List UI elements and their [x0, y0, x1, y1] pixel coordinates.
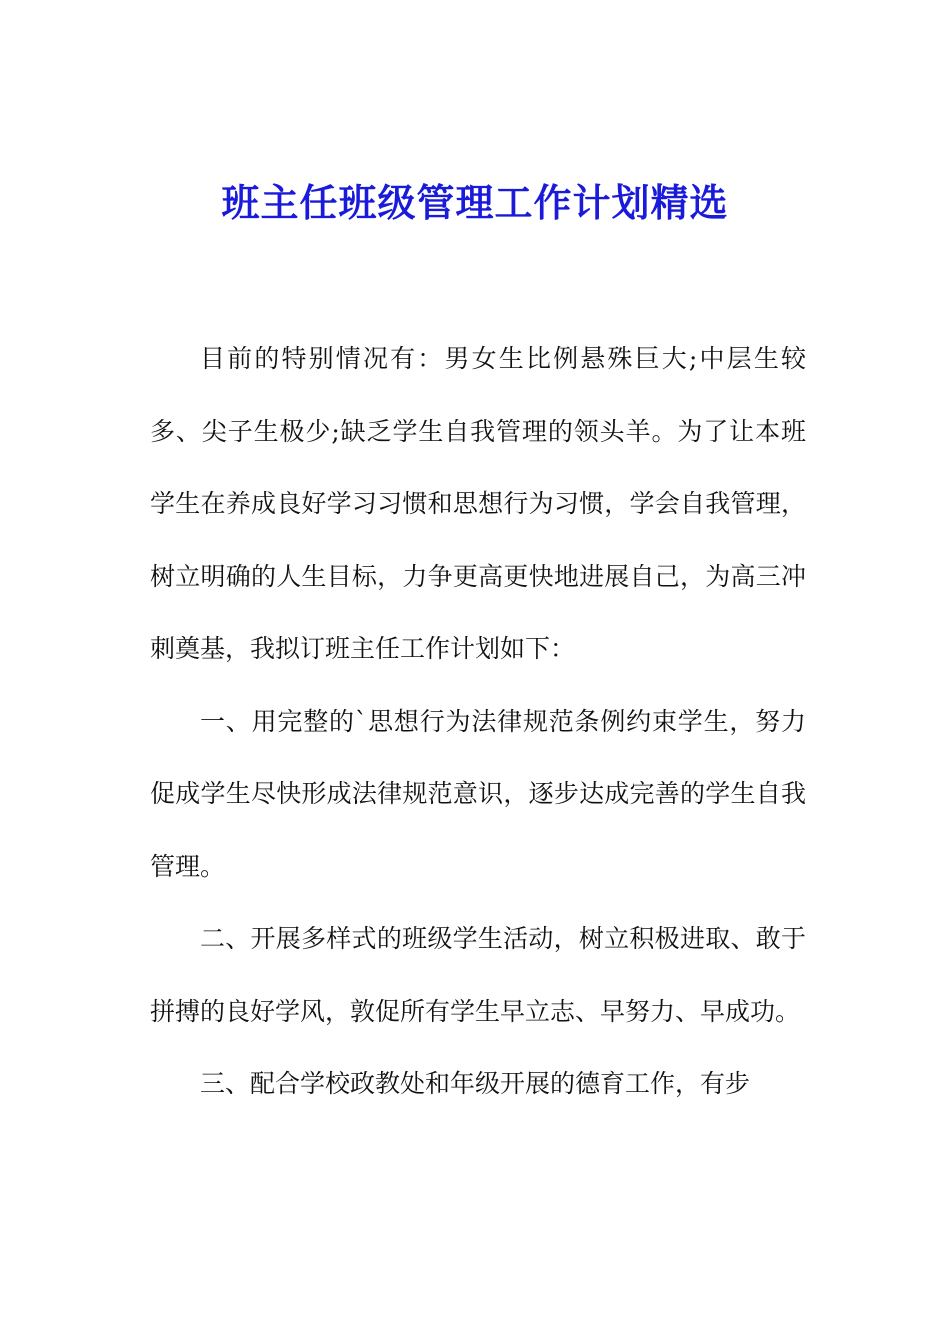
- document-title: 班主任班级管理工作计划精选: [221, 180, 729, 225]
- paragraph-item-2: 二、开展多样式的班级学生活动，树立积极进取、敢于拼搏的良好学风，敦促所有学生早立志、早努力、早成功。: [150, 924, 806, 1026]
- paragraph-item-3: 三、配合学校政教处和年级开展的德育工作，有步: [200, 1069, 751, 1098]
- paragraph-intro: 目前的特别情况有：男女生比例悬殊巨大;中层生较多、尖子生极少;缺乏学生自我管理的领头羊。为了让本班学生在养成良好学习习惯和思想行为习惯，学会自我管理，树立明确的人生目标，力争更高更快地进展自己，为高三冲刺奠基，我拟订班主任工作计划如下：: [150, 344, 806, 663]
- document-body: [150, 323, 806, 1121]
- paragraph-item-1: 一、用完整的`思想行为法律规范条例约束学生，努力促成学生尽快形成法律规范意识，逐步达成完善的学生自我管理。: [150, 706, 806, 881]
